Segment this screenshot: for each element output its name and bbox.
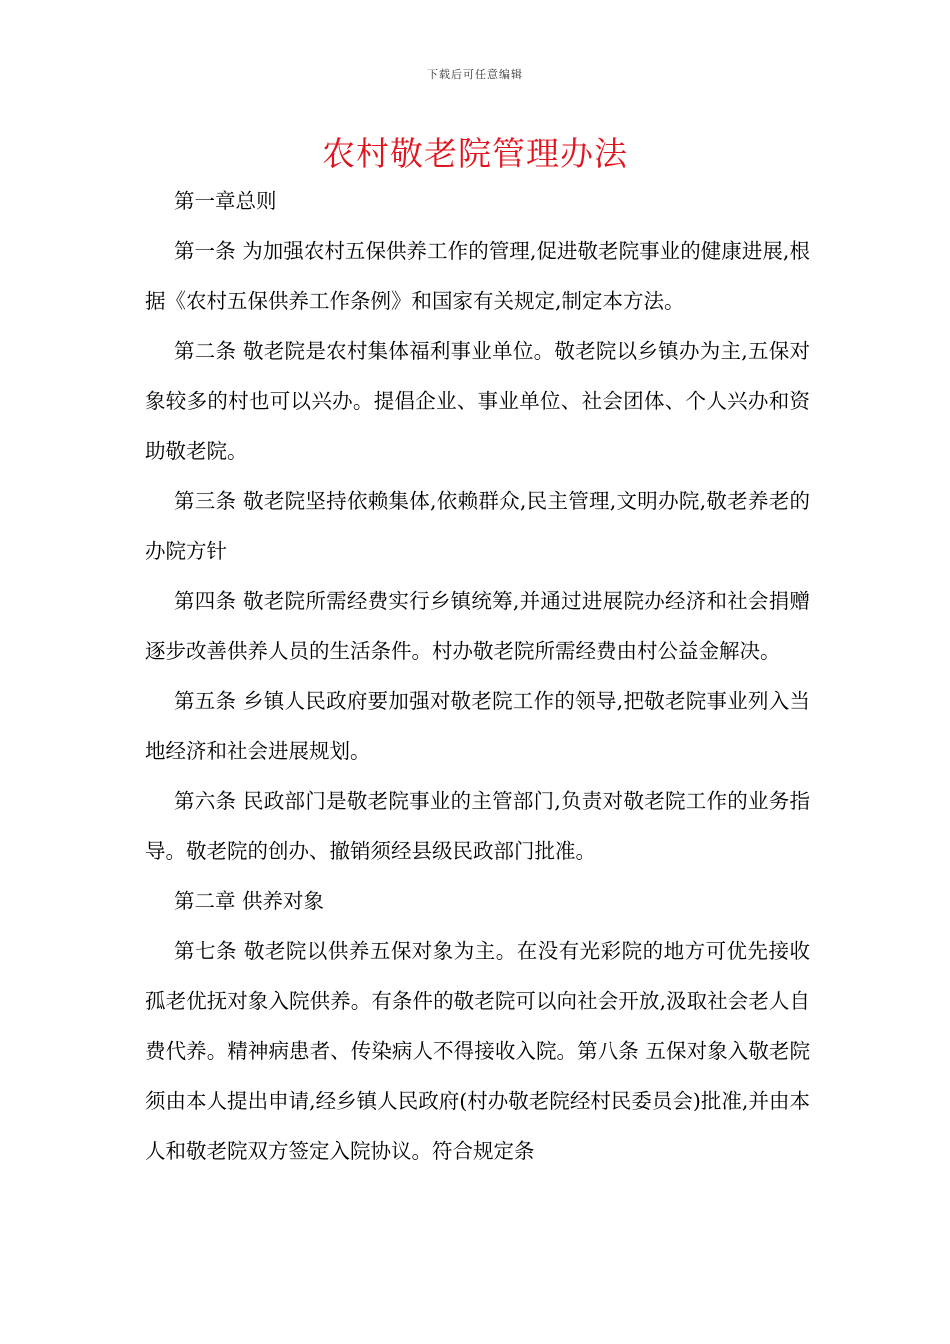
article-7: 第七条 敬老院以供养五保对象为主。在没有光彩院的地方可优先接收孤老优抚对象入院供养。有条件的敬老院可以向社会开放,汲取社会老人自费代养。精神病患者、传染病人不得接收入院。第八条 五保对象入敬老院须由本人提出申请,经乡镇人民政府(村办敬老院经村民委员会)批准,并由本人和敬老院双方签定入院协议。符合规定条 [145,939,810,1163]
document-title: 农村敬老院管理办法 [322,134,628,173]
article-3: 第三条 敬老院坚持依赖集体,依赖群众,民主管理,文明办院,敬老养老的办院方针 [145,489,810,563]
header-note: 下载后可任意编辑 [427,68,523,81]
article-2: 第二条 敬老院是农村集体福利事业单位。敬老院以乡镇办为主,五保对象较多的村也可以兴办。提倡企业、事业单位、社会团体、个人兴办和资助敬老院。 [145,339,810,463]
chapter-heading-2: 第二章 供养对象 [174,889,325,913]
article-1: 第一条 为加强农村五保供养工作的管理,促进敬老院事业的健康进展,根据《农村五保供养工作条例》和国家有关规定,制定本方法。 [145,239,810,313]
article-5: 第五条 乡镇人民政府要加强对敬老院工作的领导,把敬老院事业列入当地经济和社会进展规划。 [145,689,810,763]
document-body [145,176,810,1176]
chapter-heading-1: 第一章总则 [174,189,277,213]
article-6: 第六条 民政部门是敬老院事业的主管部门,负责对敬老院工作的业务指导。敬老院的创办、撤销须经县级民政部门批准。 [145,789,810,863]
article-4: 第四条 敬老院所需经费实行乡镇统筹,并通过进展院办经济和社会捐赠逐步改善供养人员的生活条件。村办敬老院所需经费由村公益金解决。 [145,589,810,663]
